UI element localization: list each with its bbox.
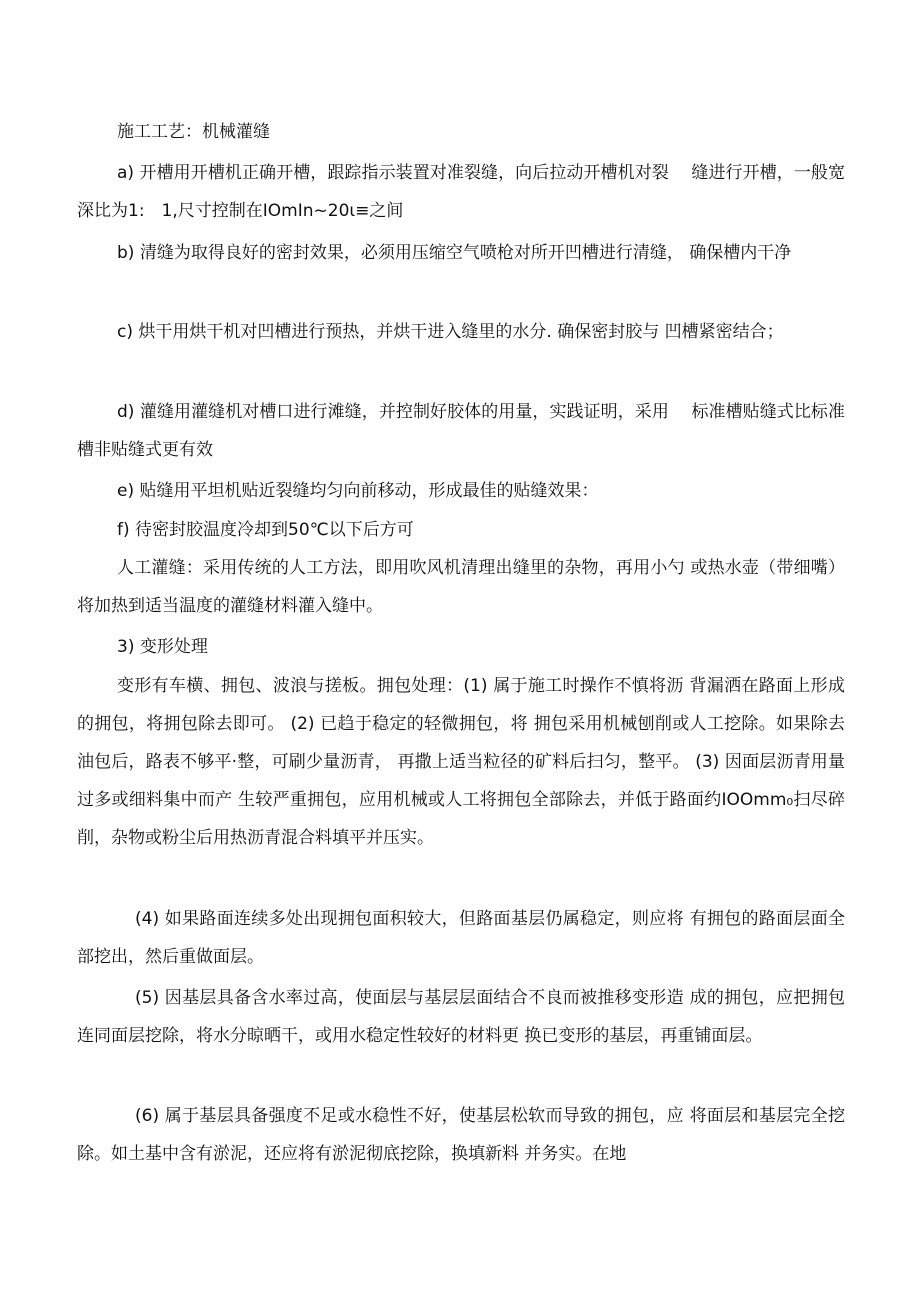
heading-mechanical-crack-filling: 施工工艺：机械灌缝 xyxy=(117,122,270,142)
paragraph-item-4: (4) 如果路面连续多处出现拥包面积较大，但路面基层仍属稳定，则应将 有拥包的路面层面全部挖出，然后重做面层。 xyxy=(77,909,845,967)
step-a-grooving: a) 开槽用开槽机正确开槽，跟踪指示装置对准裂缝，向后拉动开槽机对裂 缝进行开槽，一般宽深比为1: 1,尺寸控制在IOmIn~20ι≡之间 xyxy=(77,163,845,221)
paragraph-item-6: (6) 属于基层具备强度不足或水稳性不好，使基层松软而导致的拥包，应 将面层和基层完全挖除。如土基中含有淤泥，还应将有淤泥彻底挖除，换填新料 并务实。在地 xyxy=(77,1106,845,1164)
step-d-filling: d) 灌缝用灌缝机对槽口进行滩缝，并控制好胶体的用量，实践证明，采用 标准槽贴缝式比标准槽非贴缝式更有效 xyxy=(77,402,845,460)
step-b-cleaning: b) 清缝为取得良好的密封效果，必须用压缩空气喷枪对所开凹槽进行清缝， 确保槽内干净 xyxy=(117,243,792,263)
paragraph-deformation-types: 变形有车横、拥包、波浪与搓板。拥包处理：(1) 属于施工时操作不慎将沥 背漏洒在路面上形成的拥包，将拥包除去即可。 (2) 已趋于稳定的轻微拥包，将 拥包采用机械刨削或人工挖除。如果除去油包后，路表不够平·整，可刷少量沥青， 再撒上适当粒径的矿料后扫匀，整平。 (3) 因面层沥青用量过多或细料集中而产 生较严重拥包，应用机械或人工将拥包全部除去，并低于路面约IOOmm₀扫尽碎 削，杂物或粉尘后用热沥青混合料填平并压实。 xyxy=(77,676,845,848)
step-c-drying: c) 烘干用烘干机对凹槽进行预热，并烘干进入缝里的水分. 确保密封胶与 凹槽紧密结合； xyxy=(117,322,784,342)
paragraph-item-5: (5) 因基层具备含水率过高，使面层与基层层面结合不良而被推移变形造 成的拥包，应把拥包连同面层挖除，将水分晾晒干，或用水稳定性较好的材料更 换已变形的基层，再重铺面层。 xyxy=(77,988,845,1046)
section-deformation-treatment: 3) 变形处理 xyxy=(117,637,208,657)
paragraph-manual-filling: 人工灌缝：采用传统的人工方法，即用吹风机清理出缝里的杂物，再用小勺 或热水壶（带细嘴）将加热到适当温度的灌缝材料灌入缝中。 xyxy=(77,558,845,616)
step-f-cooling: f) 待密封胶温度冷却到50℃以下后方可 xyxy=(117,520,414,540)
step-e-sealing: e) 贴缝用平坦机贴近裂缝均匀向前移动，形成最佳的贴缝效果： xyxy=(117,481,599,501)
